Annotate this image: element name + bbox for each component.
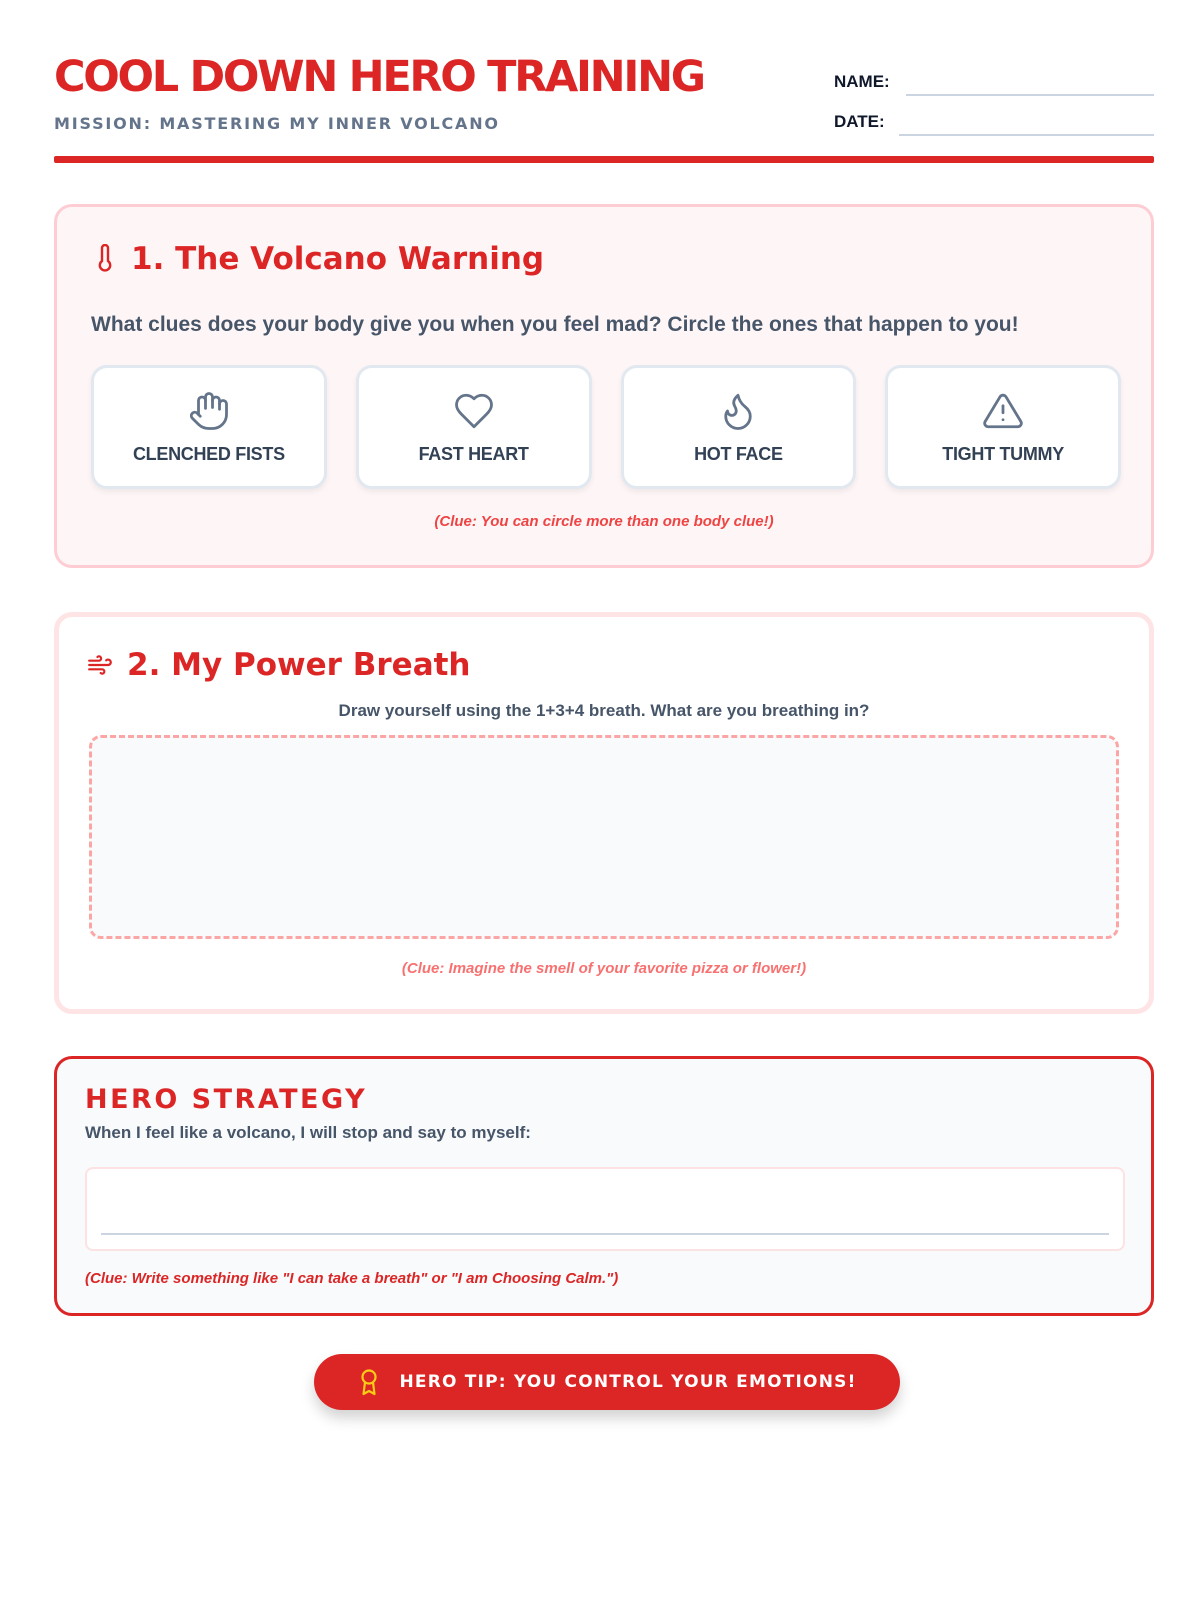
clue-label: FAST HEART [418, 443, 529, 464]
section1-hint: (Clue: You can circle more than one body clue!) [434, 513, 774, 530]
flame-icon [717, 390, 759, 432]
hand-icon [188, 390, 230, 432]
drawing-area[interactable] [89, 735, 1119, 939]
volcano-warning-section [54, 204, 1154, 568]
strategy-title: HERO STRATEGY [85, 1084, 368, 1115]
body-clue-grid [91, 365, 1121, 489]
clue-card-clenched-fists[interactable] [91, 365, 327, 489]
heart-icon [453, 390, 495, 432]
section1-title: 1. The Volcano Warning [131, 241, 545, 277]
section1-question: What clues does your body give you when you feel mad? Circle the ones that happen to you! [91, 313, 1019, 336]
strategy-answer-box[interactable] [85, 1167, 1125, 1251]
wind-icon [87, 650, 113, 680]
section2-hint: (Clue: Imagine the smell of your favorite pizza or flower!) [401, 960, 807, 977]
page-subtitle: MISSION: MASTERING MY INNER VOLCANO [54, 114, 500, 133]
award-icon [357, 1367, 381, 1397]
clue-card-tight-tummy[interactable] [885, 365, 1121, 489]
clue-label: TIGHT TUMMY [942, 443, 1064, 464]
clue-card-hot-face[interactable] [621, 365, 857, 489]
thermometer-icon [91, 244, 117, 274]
page-title: COOL DOWN HERO TRAINING [54, 52, 704, 102]
hero-strategy-section [54, 1056, 1154, 1316]
strategy-answer-line [101, 1233, 1109, 1235]
date-field[interactable] [834, 106, 1154, 136]
date-label: DATE: [834, 112, 885, 131]
clue-label: HOT FACE [694, 443, 783, 464]
name-label: NAME: [834, 72, 890, 91]
header-divider [54, 156, 1154, 163]
section2-title: 2. My Power Breath [127, 647, 471, 683]
power-breath-section [54, 612, 1154, 1014]
section2-prompt: Draw yourself using the 1+3+4 breath. What are you breathing in? [338, 701, 870, 720]
clue-label: CLENCHED FISTS [132, 443, 285, 464]
section1-heading [91, 241, 544, 277]
hero-tip-label: HERO TIP: YOU CONTROL YOUR EMOTIONS! [399, 1372, 857, 1392]
strategy-prompt: When I feel like a volcano, I will stop and say to myself: [85, 1123, 531, 1142]
name-field[interactable] [834, 66, 1154, 96]
strategy-hint: (Clue: Write something like "I can take a breath" or "I am Choosing Calm.") [85, 1270, 619, 1287]
name-line[interactable] [906, 94, 1154, 96]
warning-icon [982, 390, 1024, 432]
worksheet-header [54, 48, 1154, 164]
section2-heading [87, 647, 471, 683]
date-line[interactable] [899, 134, 1154, 136]
hero-tip-banner [314, 1354, 900, 1410]
clue-card-fast-heart[interactable] [356, 365, 592, 489]
